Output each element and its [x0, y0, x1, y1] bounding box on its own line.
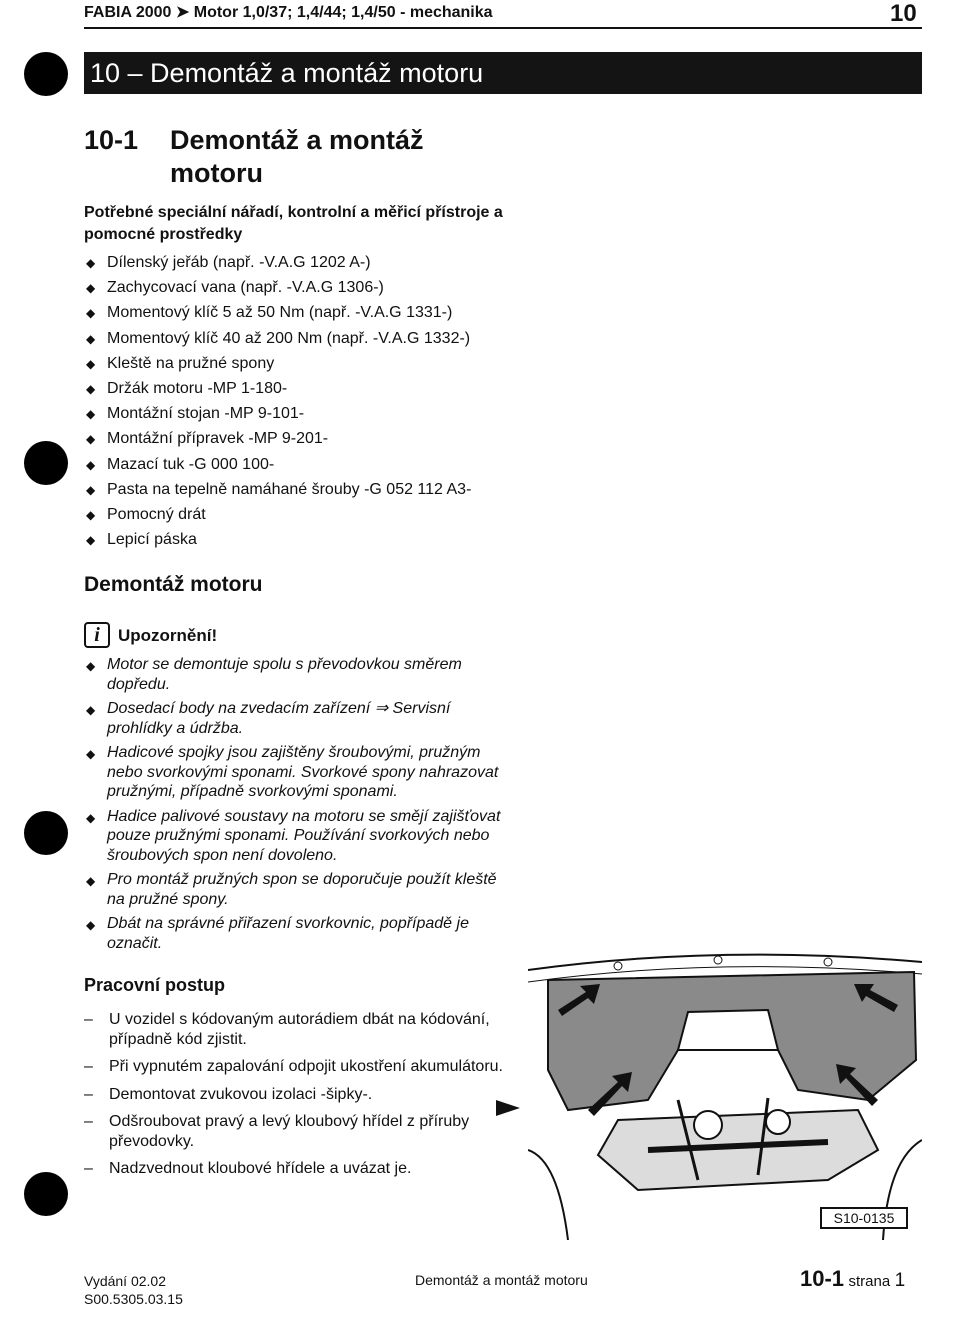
note-text: Dosedací body na zvedacím zařízení ⇒ Servisní prohlídky a údržba.: [107, 700, 451, 737]
note-text: Pro montáž pružných spon se doporučuje použít kleště na pružné spony.: [107, 871, 497, 908]
bullet-diamond-icon: ◆: [86, 256, 96, 270]
footer-page-word: strana: [848, 1273, 891, 1290]
bullet-diamond-icon: ◆: [86, 306, 96, 321]
binder-hole-3: [24, 811, 68, 855]
list-item: [84, 655, 504, 694]
section-title-text: Demontáž a montáž motoru: [170, 125, 424, 188]
tool-text: Kleště na pružné spony: [107, 354, 275, 372]
list-item: [84, 253, 524, 278]
bullet-diamond-icon: ◆: [86, 747, 96, 761]
footer-center-title: Demontáž a montáž motoru: [415, 1272, 588, 1288]
list-item: [84, 1112, 504, 1151]
bullet-diamond-icon: ◆: [86, 533, 96, 548]
tool-text: Zachycovací vana (např. -V.A.G 1306-): [107, 279, 384, 297]
tools-list: [84, 253, 524, 555]
tool-text: Mazací tuk -G 000 100-: [107, 455, 275, 473]
list-item: [84, 530, 524, 555]
warning-notes-list: [84, 655, 504, 958]
step-text: Nadzvednout kloubové hřídele a uvázat je.: [109, 1160, 412, 1177]
binder-hole-1: [24, 52, 68, 96]
bullet-diamond-icon: ◆: [86, 507, 96, 522]
step-text: U vozidel s kódovaným autorádiem dbát na kódování, případně kód zjistit.: [109, 1011, 490, 1048]
list-item: [84, 329, 524, 354]
list-item: [84, 743, 504, 802]
running-header-title: FABIA 2000 ➤ Motor 1,0/37; 1,4/44; 1,4/50 - mechanika: [84, 4, 493, 21]
footer-page-count: 1: [894, 1270, 906, 1291]
footer-page-info: [800, 1266, 905, 1292]
section-title: [84, 124, 500, 190]
footer-left: [84, 1272, 183, 1308]
dash-bullet: –: [84, 1113, 93, 1130]
list-item: [84, 404, 524, 429]
bullet-diamond-icon: ◆: [86, 918, 96, 932]
footer-edition: Vydání 02.02: [84, 1273, 166, 1289]
list-item: [84, 480, 524, 505]
chapter-title-bar: 10 – Demontáž a montáž motoru: [84, 52, 922, 94]
bullet-diamond-icon: ◆: [86, 810, 96, 825]
running-header-chapter-number: 10: [890, 0, 917, 27]
binder-hole-4: [24, 1172, 68, 1216]
list-item: [84, 1057, 504, 1077]
note-text: Hadicové spojky jsou zajištěny šroubovými, pružným nebo svorkovými sponami. Svorkové spony nahrazovat pružnými, případně svorkovými sponami.: [107, 744, 499, 800]
footer-doc-code: S00.5305.03.15: [84, 1291, 183, 1307]
bullet-diamond-icon: ◆: [86, 281, 96, 296]
list-item: [84, 505, 524, 530]
tool-text: Momentový klíč 5 až 50 Nm (např. -V.A.G 1331-): [107, 304, 453, 322]
list-item: [84, 278, 524, 303]
warning-label: Upozornění!: [118, 626, 218, 645]
list-item: [84, 354, 524, 379]
dash-bullet: –: [84, 1160, 93, 1177]
underbody-illustration: [528, 950, 922, 1240]
list-item: [84, 870, 504, 909]
list-item: [84, 379, 524, 404]
list-item: [84, 455, 524, 480]
bullet-diamond-icon: ◆: [86, 659, 96, 673]
tool-text: Momentový klíč 40 až 200 Nm (např. -V.A.G 1332-): [107, 329, 471, 347]
tool-text: Montážní přípravek -MP 9-201-: [107, 430, 329, 448]
dash-bullet: –: [84, 1058, 93, 1075]
tools-heading: Potřebné speciální nářadí, kontrolní a měřicí přístroje a pomocné prostředky: [84, 204, 503, 243]
info-icon: i: [84, 622, 110, 648]
note-text: Dbát na správné přiřazení svorkovnic, popřípadě je označit.: [107, 915, 469, 952]
step-text: Demontovat zvukovou izolaci -šipky-.: [109, 1085, 373, 1103]
list-item: [84, 429, 524, 454]
procedure-steps-list: [84, 1010, 504, 1187]
list-item: [84, 699, 504, 738]
bullet-diamond-icon: ◆: [86, 482, 96, 497]
footer-page-number: 10-1: [800, 1266, 845, 1291]
list-item: [84, 303, 524, 328]
list-item: [84, 1159, 504, 1179]
bullet-diamond-icon: ◆: [86, 874, 96, 888]
removal-heading: Demontáž motoru: [84, 573, 263, 596]
bullet-diamond-icon: ◆: [86, 356, 96, 371]
note-text: Motor se demontuje spolu s převodovkou směrem dopředu.: [107, 656, 462, 693]
binder-hole-2: [24, 441, 68, 485]
bullet-diamond-icon: ◆: [86, 703, 96, 717]
section-number: 10-1: [84, 125, 139, 155]
tool-text: Dílenský jeřáb (např. -V.A.G 1202 A-): [107, 254, 371, 271]
list-item: [84, 1085, 504, 1105]
header-rule: [84, 27, 922, 29]
step-text: Při vypnutém zapalování odpojit ukostření akumulátoru.: [109, 1058, 503, 1075]
list-item: [84, 914, 504, 953]
dash-bullet: –: [84, 1011, 93, 1028]
bullet-diamond-icon: ◆: [86, 331, 96, 346]
bullet-diamond-icon: ◆: [86, 432, 96, 447]
tool-text: Držák motoru -MP 1-180-: [107, 379, 288, 397]
figure-pointer-arrow-icon: [496, 1100, 520, 1116]
figure-label: S10-0135: [820, 1207, 908, 1229]
list-item: [84, 807, 504, 866]
list-item: [84, 1010, 504, 1049]
tool-text: Pomocný drát: [107, 505, 206, 523]
bullet-diamond-icon: ◆: [86, 457, 96, 472]
bullet-diamond-icon: ◆: [86, 407, 96, 422]
engine-underbody-figure: [528, 950, 922, 1240]
bullet-diamond-icon: ◆: [86, 381, 96, 396]
tool-text: Lepicí páska: [107, 531, 197, 549]
procedure-heading: Pracovní postup: [84, 975, 226, 995]
note-text: Hadice palivové soustavy na motoru se smějí zajišťovat pouze pružnými sponami. Používání svorkových nebo šroubových spon není dovoleno.: [107, 807, 501, 864]
dash-bullet: –: [84, 1085, 93, 1103]
step-text: Odšroubovat pravý a levý kloubový hřídel z příruby převodovky.: [109, 1113, 470, 1150]
tool-text: Pasta na tepelně namáhané šrouby -G 052 112 A3-: [107, 480, 472, 498]
tool-text: Montážní stojan -MP 9-101-: [107, 405, 305, 423]
